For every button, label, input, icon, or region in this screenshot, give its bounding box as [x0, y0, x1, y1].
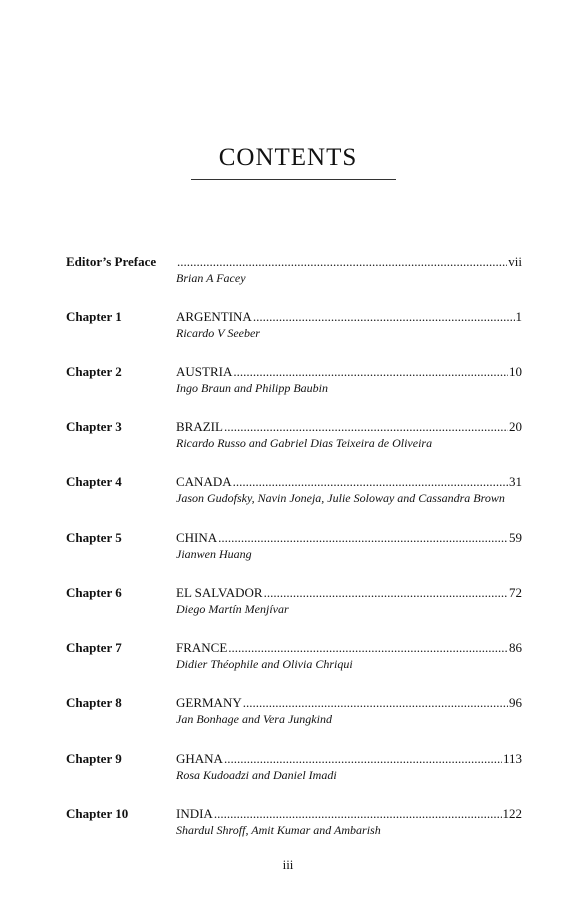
entry-authors: Didier Théophile and Olivia Chriqui: [176, 657, 353, 671]
toc-entry-chapter-4[interactable]: [0, 474, 576, 514]
entry-label: Chapter 9: [66, 751, 122, 766]
toc-entry-preface[interactable]: [0, 254, 576, 294]
entry-authors: Jan Bonhage and Vera Jungkind: [176, 712, 332, 726]
entry-authors: Jason Gudofsky, Navin Joneja, Julie Soloway and Cassandra Brown: [176, 491, 505, 505]
entry-line: [176, 364, 522, 380]
entry-page: 10: [509, 364, 522, 379]
entry-label: Editor’s Preface: [66, 254, 157, 269]
entry-authors: Diego Martín Menjívar: [176, 602, 289, 616]
entry-page: 96: [509, 695, 522, 710]
entry-page: 113: [502, 751, 522, 766]
toc-entry-chapter-9[interactable]: [0, 751, 576, 791]
entry-authors: Brian A Facey: [176, 271, 246, 285]
entry-line: [176, 530, 522, 546]
toc-entry-chapter-8[interactable]: [0, 695, 576, 735]
entry-label: Chapter 7: [66, 640, 122, 655]
entry-label: Chapter 6: [66, 585, 122, 600]
dot-leader: [228, 640, 508, 656]
entry-line: [176, 695, 522, 711]
title-underline: [191, 179, 396, 180]
entry-title: INDIA: [176, 806, 213, 821]
entry-line: [176, 254, 522, 270]
entry-title: CHINA: [176, 530, 218, 545]
entry-line: [176, 751, 522, 767]
entry-page: 31: [509, 474, 522, 489]
entry-title: EL SALVADOR: [176, 585, 263, 600]
entry-authors: Rosa Kudoadzi and Daniel Imadi: [176, 768, 337, 782]
toc-entry-chapter-7[interactable]: [0, 640, 576, 680]
entry-line: [176, 640, 522, 656]
entry-label: Chapter 3: [66, 419, 122, 434]
toc-entry-chapter-3[interactable]: [0, 419, 576, 459]
dot-leader: [218, 530, 508, 546]
entry-title: ARGENTINA: [176, 309, 252, 324]
entry-title: GERMANY: [176, 695, 242, 710]
entry-title: BRAZIL: [176, 419, 223, 434]
entry-line: [176, 474, 522, 490]
entry-line: [176, 419, 522, 435]
entry-title: CANADA: [176, 474, 232, 489]
entry-title: AUSTRIA: [176, 364, 233, 379]
entry-authors: Ricardo V Seeber: [176, 326, 260, 340]
toc-entry-chapter-5[interactable]: [0, 530, 576, 570]
entry-page: 1: [515, 309, 522, 324]
entry-label: Chapter 10: [66, 806, 129, 821]
entry-authors: Jianwen Huang: [176, 547, 252, 561]
dot-leader: [264, 585, 508, 601]
entry-title: FRANCE: [176, 640, 228, 655]
entry-line: [176, 585, 522, 601]
dot-leader: [177, 254, 507, 270]
entry-title: GHANA: [176, 751, 223, 766]
dot-leader: [224, 419, 508, 435]
dot-leader: [224, 751, 502, 767]
entry-label: Chapter 5: [66, 530, 122, 545]
entry-page: 72: [509, 585, 522, 600]
entry-page: vii: [508, 254, 522, 269]
page-number: iii: [282, 857, 294, 872]
entry-page: 122: [502, 806, 522, 821]
dot-leader: [214, 806, 502, 822]
entry-label: Chapter 2: [66, 364, 122, 379]
toc-entry-chapter-6[interactable]: [0, 585, 576, 625]
toc-entry-chapter-10[interactable]: [0, 806, 576, 846]
entry-line: [176, 806, 522, 822]
page-title: CONTENTS: [218, 144, 358, 171]
dot-leader: [243, 695, 508, 711]
dot-leader: [253, 309, 515, 325]
entry-line: [176, 309, 522, 325]
entry-authors: Shardul Shroff, Amit Kumar and Ambarish: [176, 823, 381, 837]
toc-entry-chapter-1[interactable]: [0, 309, 576, 349]
entry-page: 59: [509, 530, 522, 545]
entry-label: Chapter 8: [66, 695, 122, 710]
entry-label: Chapter 1: [66, 309, 122, 324]
entry-authors: Ricardo Russo and Gabriel Dias Teixeira de Oliveira: [176, 436, 433, 450]
entry-authors: Ingo Braun and Philipp Baubin: [176, 381, 328, 395]
dot-leader: [233, 364, 508, 380]
entry-label: Chapter 4: [66, 474, 122, 489]
entry-page: 20: [509, 419, 522, 434]
toc-entry-chapter-2[interactable]: [0, 364, 576, 404]
entry-page: 86: [509, 640, 522, 655]
dot-leader: [233, 474, 508, 490]
